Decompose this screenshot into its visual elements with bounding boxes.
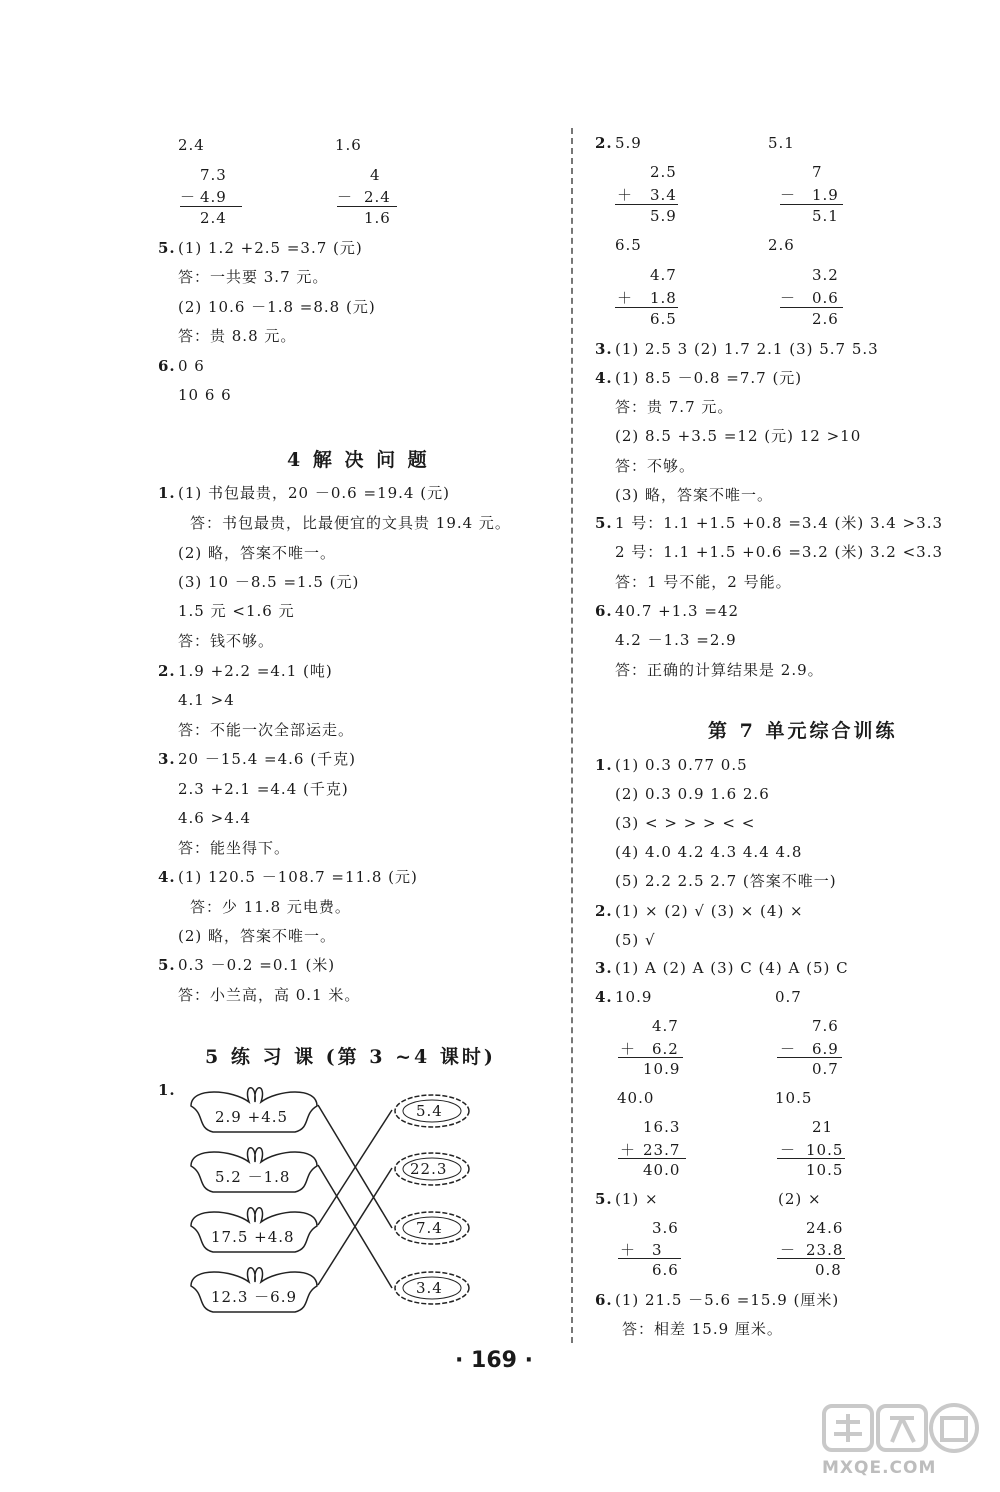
calc-operand: 7.6: [812, 1017, 839, 1035]
calc-operand: 2.5: [650, 163, 677, 181]
calc-result: 1.6: [364, 209, 391, 227]
calc-operator: －: [780, 289, 797, 307]
answer-line: 答：正确的计算结果是 2.9。: [615, 661, 824, 679]
answer-line: 4.6 >4.4: [178, 809, 252, 827]
calc-operand: 16.3: [643, 1118, 681, 1136]
question-number: 2.: [595, 902, 613, 920]
calc-operand: 4: [370, 166, 381, 184]
watermark-logo: [822, 1400, 982, 1460]
answer-line: 答：贵 7.7 元。: [615, 398, 734, 416]
question-number: 5.: [158, 239, 176, 257]
question-number: 2.: [158, 662, 176, 680]
answer-line: 答：1 号不能，2 号能。: [615, 573, 792, 591]
answer-line: (2) 0.3 0.9 1.6 2.6: [615, 785, 770, 803]
calc-rule: [618, 1057, 683, 1058]
butterfly-card: [183, 1196, 323, 1260]
top-a-result: 2.4: [178, 136, 205, 154]
calc-operator: ＋: [620, 1141, 637, 1159]
answer-line: 答：不够。: [615, 457, 696, 475]
answer-line: (1) 21.5 －5.6 =15.9 (厘米): [615, 1291, 840, 1309]
question-number: 4.: [158, 868, 176, 886]
calc-result: 6.6: [652, 1261, 679, 1279]
calc-operand: 1.9: [812, 186, 839, 204]
column-divider: [571, 128, 573, 1343]
top-b-result: 1.6: [335, 136, 362, 154]
answer-line: (4) 4.0 4.2 4.3 4.4 4.8: [615, 843, 803, 861]
answer-line: 4.2 －1.3 =2.9: [615, 631, 737, 649]
answer-line: 2 号：1.1 +1.5 +0.6 =3.2 (米) 3.2 <3.3: [615, 543, 944, 561]
answer-line: 1 号：1.1 +1.5 +0.8 =3.4 (米) 3.4 >3.3: [615, 514, 944, 532]
answer-line: (3) 10 －8.5 =1.5 (元): [178, 573, 360, 591]
calc-operand: 6.2: [652, 1040, 679, 1058]
calc-rule: [777, 1057, 842, 1058]
answer-line: 40.7 +1.3 =42: [615, 602, 740, 620]
calc-rule: [615, 204, 678, 205]
answer-line: 10.9: [615, 988, 653, 1006]
calc-operand: 21: [812, 1118, 834, 1136]
flower-label: 5.4: [416, 1102, 443, 1120]
question-number: 4.: [595, 988, 613, 1006]
calc-rule: [777, 1158, 845, 1159]
butterfly-icon: [183, 1256, 323, 1316]
answer-line: (5) 2.2 2.5 2.7 (答案不唯一): [615, 872, 837, 890]
butterfly-label: 5.2 －1.8: [215, 1168, 291, 1186]
answer-line: 答：贵 8.8 元。: [178, 327, 297, 345]
answer-line: 答：能坐得下。: [178, 839, 291, 857]
question-number: 6.: [595, 602, 613, 620]
calc-result: 6.5: [650, 310, 677, 328]
calc-operator: ＋: [617, 289, 634, 307]
question-number: 5.: [595, 1190, 613, 1208]
answer-line: 10.5: [775, 1089, 813, 1107]
question-number: 5.: [158, 956, 176, 974]
calc-operand: 7: [812, 163, 823, 181]
answer-line: (2) ×: [778, 1190, 822, 1208]
calc-operator: －: [780, 1241, 797, 1259]
calc-operand: 3.6: [652, 1219, 679, 1237]
answer-line: 答：不能一次全部运走。: [178, 721, 355, 739]
butterfly-icon: [183, 1196, 323, 1256]
answer-line: (2) 8.5 +3.5 =12 (元) 12 >10: [615, 427, 862, 445]
flower-card: [392, 1270, 472, 1310]
answer-line: (1) 2.5 3 (2) 1.7 2.1 (3) 5.7 5.3: [615, 340, 879, 358]
calc-operand: 6.9: [812, 1040, 839, 1058]
answer-line: (5) √: [615, 931, 656, 949]
calc-operand: 23.8: [806, 1241, 844, 1259]
answer-line: (1) A (2) A (3) C (4) A (5) C: [615, 959, 849, 977]
calc-result: 10.5: [806, 1161, 844, 1179]
calc-result: 2.6: [812, 310, 839, 328]
answer-line: 0.3 －0.2 =0.1 (米): [178, 956, 336, 974]
butterfly-card: [183, 1136, 323, 1200]
answer-line: 答：书包最贵，比最便宜的文具贵 19.4 元。: [190, 514, 511, 532]
butterfly-label: 17.5 +4.8: [211, 1228, 295, 1246]
answer-line: 20 －15.4 =4.6 (千克): [178, 750, 356, 768]
calc-result: 0.8: [815, 1261, 842, 1279]
calc-result: 10.9: [643, 1060, 681, 1078]
calc-result: 5.9: [650, 207, 677, 225]
calc-operand: 1.8: [650, 289, 677, 307]
answer-line: 答：少 11.8 元电费。: [190, 898, 351, 916]
answer-line: (1) 8.5 －0.8 =7.7 (元): [615, 369, 803, 387]
answer-line: (1) 0.3 0.77 0.5: [615, 756, 748, 774]
calc-operand: 4.7: [650, 266, 677, 284]
question-number: 4.: [595, 369, 613, 387]
calc-operator: ＋: [617, 186, 634, 204]
calc-operand: 4.7: [652, 1017, 679, 1035]
butterfly-icon: [183, 1136, 323, 1196]
question-number: 5.: [595, 514, 613, 532]
question-number: 1.: [158, 1081, 176, 1099]
calc-operand: 2.4: [364, 188, 391, 206]
calc-operand: 24.6: [806, 1219, 844, 1237]
calc-rule: [777, 1258, 845, 1259]
question-number: 3.: [595, 340, 613, 358]
section-title: 4 解 决 问 题: [287, 449, 430, 471]
answer-line: 答：钱不够。: [178, 632, 275, 650]
answer-line: 答：小兰高，高 0.1 米。: [178, 986, 361, 1004]
butterfly-card: [183, 1256, 323, 1320]
calc-rule: [780, 204, 843, 205]
question-number: 1.: [595, 756, 613, 774]
answer-line: (2) 略，答案不唯一。: [178, 927, 337, 945]
answer-line: 5.1: [768, 134, 795, 152]
calc-result: 5.1: [812, 207, 839, 225]
answer-line: 0 6: [178, 357, 205, 375]
answer-line: (1) 120.5 －108.7 =11.8 (元): [178, 868, 418, 886]
answer-line: 10 6 6: [178, 386, 232, 404]
answer-line: 0.7: [775, 988, 802, 1006]
unit-title: 第 7 单元综合训练: [708, 720, 898, 742]
answer-line: 答：一共要 3.7 元。: [178, 268, 329, 286]
answer-line: (1) × (2) √ (3) × (4) ×: [615, 902, 804, 920]
question-number: 6.: [595, 1291, 613, 1309]
calc-result: 2.4: [200, 209, 227, 227]
answer-line: 5.9: [615, 134, 642, 152]
question-number: 3.: [158, 750, 176, 768]
answer-line: (3) < > > > < <: [615, 814, 756, 832]
calc-operand: 23.7: [643, 1141, 681, 1159]
calc-operand: 3: [652, 1241, 663, 1259]
answer-line: (1) 1.2 +2.5 =3.7 (元): [178, 239, 363, 257]
flower-label: 7.4: [416, 1219, 443, 1237]
calc-result: 40.0: [643, 1161, 681, 1179]
watermark-icon: [822, 1400, 982, 1456]
answer-line: (3) 略，答案不唯一。: [615, 486, 774, 504]
calc-operator: －: [780, 186, 797, 204]
answer-line: (1) ×: [615, 1190, 659, 1208]
calc-operator: －: [780, 1141, 797, 1159]
flower-label: 22.3: [410, 1160, 448, 1178]
calc-operator: －: [337, 188, 354, 206]
flower-card: [392, 1093, 472, 1133]
butterfly-label: 2.9 +4.5: [215, 1108, 289, 1126]
answer-line: (1) 书包最贵，20 －0.6 =19.4 (元): [178, 484, 450, 502]
answer-line: 1.5 元 <1.6 元: [178, 602, 295, 620]
flower-card: [392, 1151, 472, 1191]
calc-rule: [780, 307, 843, 308]
question-number: 6.: [158, 357, 176, 375]
answer-line: 2.6: [768, 236, 795, 254]
calc-operator: ＋: [620, 1241, 637, 1259]
calc-rule: [615, 307, 678, 308]
calc-rule: [618, 1158, 686, 1159]
flower-card: [392, 1210, 472, 1250]
watermark-site: MXQE.COM: [822, 1458, 937, 1478]
answer-line: 40.0: [617, 1089, 655, 1107]
butterfly-card: [183, 1076, 323, 1140]
question-number: 1.: [158, 484, 176, 502]
calc-result: 0.7: [812, 1060, 839, 1078]
calc-operand: 0.6: [812, 289, 839, 307]
question-number: 2.: [595, 134, 613, 152]
calc-operator: －: [180, 188, 197, 206]
calc-rule: [618, 1258, 681, 1259]
answer-line: 6.5: [615, 236, 642, 254]
answer-line: (2) 10.6 －1.8 =8.8 (元): [178, 298, 376, 316]
calc-operator: ＋: [620, 1040, 637, 1058]
answer-line: 4.1 >4: [178, 691, 235, 709]
calc-operand: 4.9: [200, 188, 227, 206]
question-number: 3.: [595, 959, 613, 977]
calc-operand: 3.2: [812, 266, 839, 284]
butterfly-label: 12.3 －6.9: [211, 1288, 298, 1306]
answer-line: (2) 略，答案不唯一。: [178, 544, 337, 562]
calc-operand: 10.5: [806, 1141, 844, 1159]
butterfly-icon: [183, 1076, 323, 1136]
section-title: 5 练 习 课 (第 3 ~4 课时): [205, 1046, 496, 1068]
calc-operator: －: [780, 1040, 797, 1058]
answer-line: 1.9 +2.2 =4.1 (吨): [178, 662, 333, 680]
answer-line: 答：相差 15.9 厘米。: [622, 1320, 783, 1338]
answer-line: 2.3 +2.1 =4.4 (千克): [178, 780, 349, 798]
page-number: · 169 ·: [455, 1348, 533, 1373]
calc-operand: 7.3: [200, 166, 227, 184]
calc-operand: 3.4: [650, 186, 677, 204]
flower-label: 3.4: [416, 1279, 443, 1297]
